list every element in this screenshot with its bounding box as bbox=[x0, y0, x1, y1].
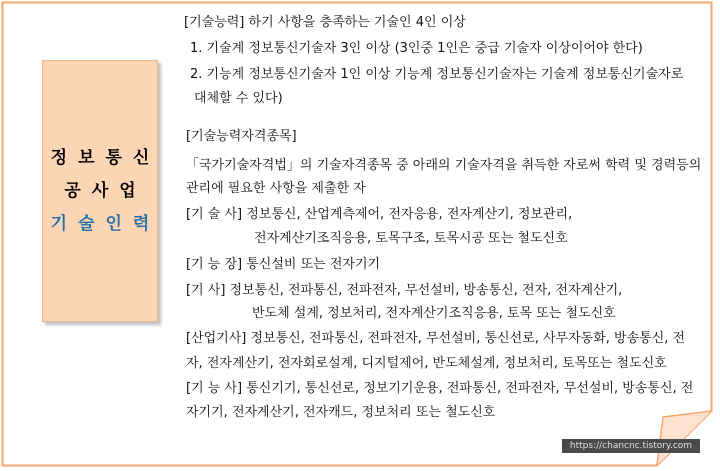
watermark: https://chancnc.tistory.com bbox=[562, 439, 700, 453]
craftsman-qualifications: [기 능 사] 통신기기, 통신선로, 정보기기운용, 전파통신, 전파전자, 무선설비, 방송통신, 전 bbox=[186, 381, 694, 396]
engineer-qualifications: [기 술 사] 정보통신, 산업계측제어, 전자응용, 전자계산기, 정보관리, bbox=[186, 207, 573, 222]
engineer-qualifications-cont: 전자계산기조직응용, 토목구조, 토목시공 또는 철도신호 bbox=[254, 231, 568, 246]
industrial-engineer-qualifications-cont: 자, 전자계산기, 전자회로설계, 디지털제어, 반도체설계, 정보처리, 토목또는 철도신호 bbox=[186, 356, 667, 371]
technical-ability-item-2-cont: 대체할 수 있다) bbox=[194, 91, 283, 106]
side-title-line-2: 공사업 bbox=[64, 180, 147, 201]
side-title-line-1: 정보통신 bbox=[50, 147, 161, 168]
qualifications-intro: 「국가기술자격법」의 기술자격종목 중 아래의 기술자격을 취득한 자로써 학력 및 경력등의 bbox=[186, 158, 702, 173]
technical-ability-header: [기술능력] 하기 사항을 충족하는 기술인 4인 이상 bbox=[184, 15, 466, 30]
side-title-line-3: 기술인력 bbox=[50, 213, 161, 234]
technician-qualifications: [기 사] 정보통신, 전파통신, 전파전자, 무선설비, 방송통신, 전자, 전자계산기, bbox=[186, 283, 623, 298]
industrial-engineer-qualifications: [산업기사] 정보통신, 전파통신, 전파전자, 무선설비, 통신선로, 사무자동화, 방송통신, 전 bbox=[186, 331, 686, 346]
technical-ability-item-1: 1. 기술계 정보통신기술자 3인 이상 (3인중 1인은 중급 기술자 이상이어야 한다) bbox=[190, 41, 643, 56]
master-craftsman-qualifications: [기 능 장] 통신설비 또는 전자기기 bbox=[186, 257, 381, 272]
qualifications-header: [기술능력자격종목] bbox=[186, 129, 297, 144]
technical-ability-item-2: 2. 기능계 정보통신기술자 1인 이상 기능계 정보통신기술자는 기술계 정보통신기술자로 bbox=[190, 67, 684, 82]
craftsman-qualifications-cont: 자기기, 전자계산기, 전자캐드, 정보처리 또는 철도신호 bbox=[186, 405, 496, 420]
qualifications-intro-cont: 관리에 필요한 사항을 제출한 자 bbox=[186, 181, 366, 196]
technician-qualifications-cont: 반도체 설계, 정보처리, 전자계산기조직응용, 토목 또는 철도신호 bbox=[252, 306, 616, 321]
